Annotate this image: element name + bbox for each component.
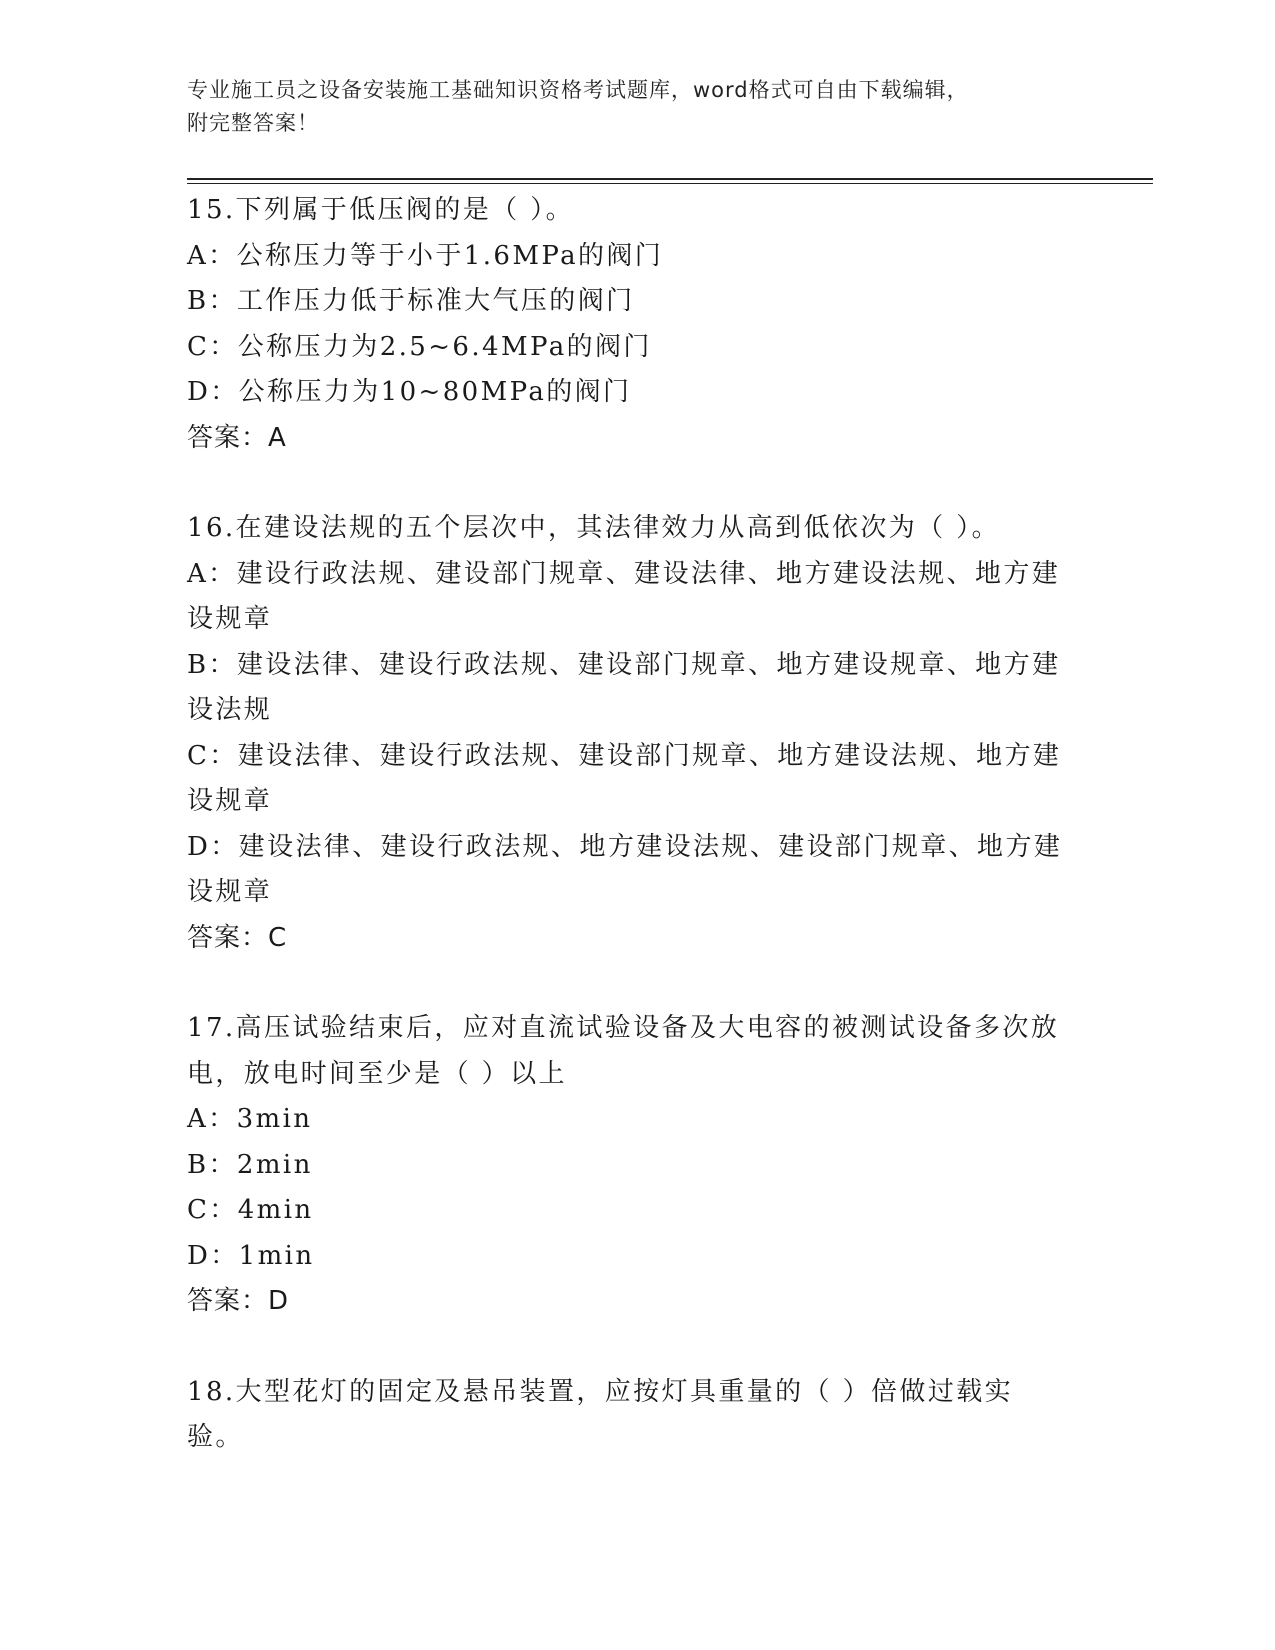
header-divider-thin xyxy=(187,183,1153,184)
option-d: D：建设法律、建设行政法规、地方建设法规、建设部门规章、地方建设规章 xyxy=(187,831,1063,907)
option-b: B：工作压力低于标准大气压的阀门 xyxy=(187,286,635,316)
document-header xyxy=(187,74,1067,140)
option-b: B：2min xyxy=(187,1149,313,1180)
option-a: A：公称压力等于小于1.6MPa的阀门 xyxy=(187,240,664,271)
answer-text: 答案：D xyxy=(187,1286,290,1316)
question-stem: 16.在建设法规的五个层次中，其法律效力从高到低依次为（ ）。 xyxy=(187,513,1001,543)
question-list xyxy=(187,188,1067,1506)
header-line-1: 专业施工员之设备安装施工基础知识资格考试题库，word格式可自由下载编辑， xyxy=(187,78,969,102)
option-a: A：3min xyxy=(187,1104,313,1134)
header-divider-thick xyxy=(187,178,1153,180)
question-15 xyxy=(187,188,1067,461)
question-stem: 18.大型花灯的固定及悬吊装置，应按灯具重量的（ ）倍做过载实验。 xyxy=(187,1376,1014,1452)
option-d: D：公称压力为10~80MPa的阀门 xyxy=(187,377,632,407)
answer-text: 答案：C xyxy=(187,922,288,953)
question-18 xyxy=(187,1370,1067,1461)
option-c: C：建设法律、建设行政法规、建设部门规章、地方建设法规、地方建设规章 xyxy=(187,740,1062,816)
header-line-2: 附完整答案！ xyxy=(187,111,319,135)
option-c: C：公称压力为2.5~6.4MPa的阀门 xyxy=(187,331,652,362)
option-d: D：1min xyxy=(187,1240,315,1271)
question-17 xyxy=(187,1006,1067,1325)
answer-text: 答案：A xyxy=(187,422,287,453)
option-c: C：4min xyxy=(187,1195,314,1225)
question-stem: 17.高压试验结束后，应对直流试验设备及大电容的被测试设备多次放电，放电时间至少是（ ）以上 xyxy=(187,1013,1060,1089)
option-a: A：建设行政法规、建设部门规章、建设法律、地方建设法规、地方建设规章 xyxy=(187,558,1061,634)
question-16 xyxy=(187,506,1067,961)
option-b: B：建设法律、建设行政法规、建设部门规章、地方建设规章、地方建设法规 xyxy=(187,649,1061,725)
question-stem: 15.下列属于低压阀的是（ ）。 xyxy=(187,195,575,225)
